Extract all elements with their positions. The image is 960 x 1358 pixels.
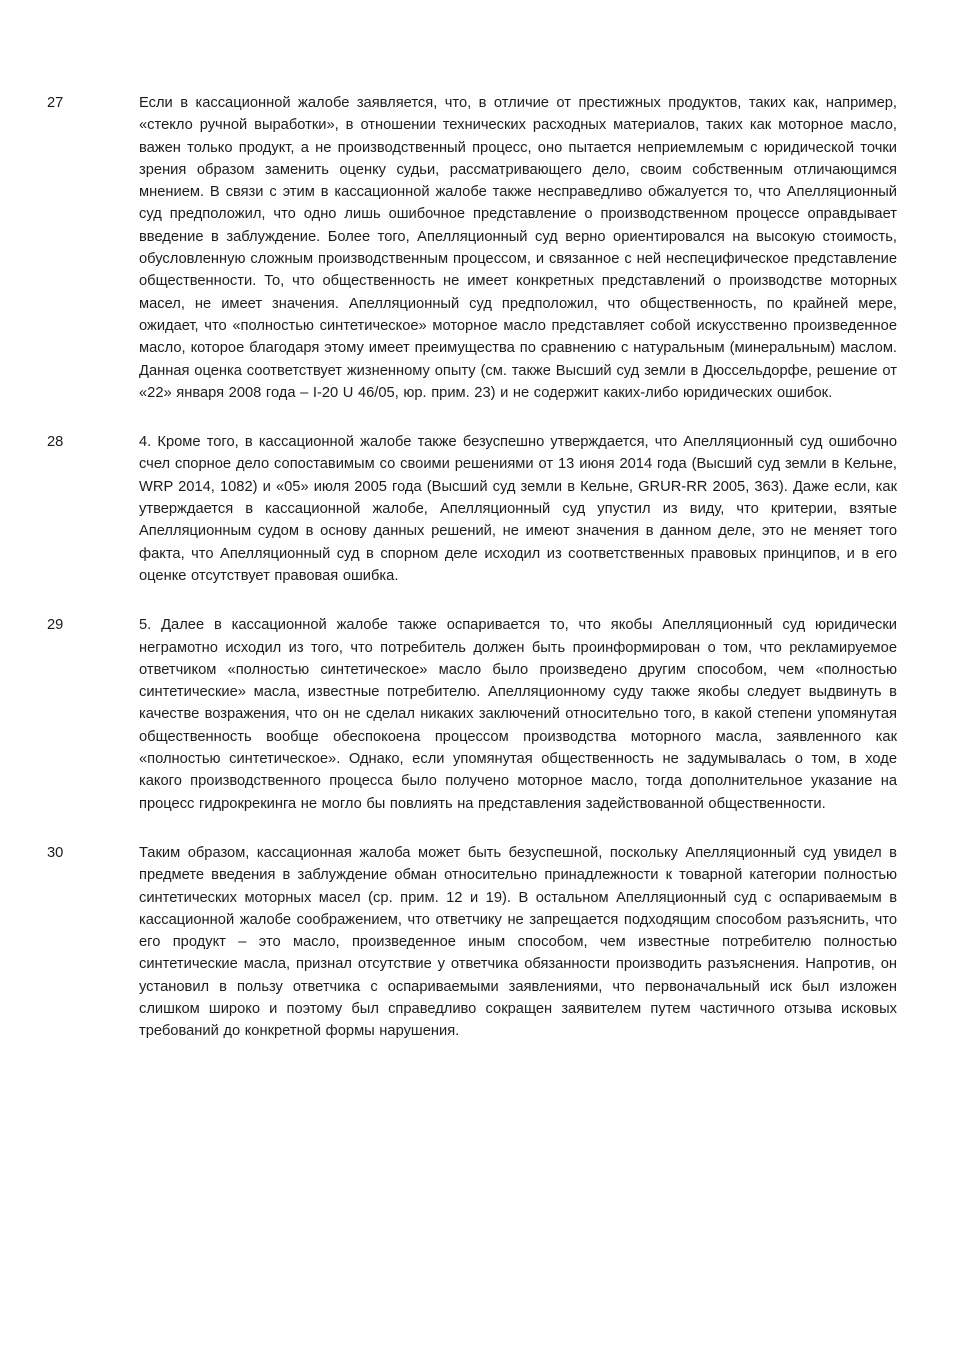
paragraph-number: 27 — [47, 95, 64, 111]
paragraph-block-30 — [47, 842, 897, 1043]
paragraph-number: 29 — [47, 617, 64, 634]
paragraph-block-28 — [47, 431, 897, 587]
paragraph-text: 4. Кроме того, в кассационной жалобе также безуспешно утверждается, что Апелляционный суд ошибочно счел спорное дело сопоставимым со своими решениями от 13 июня 2014 года (Высший суд земли в Кельне, WRP 2014, 1082) и «05» июля 2005 года (Высший суд земли в Кельне, GRUR-RR 2005, 363). Даже если, как утверждается в кассационной жалобе, Апелляционный суд упустил из виду, что критерии, взятые Апелляционным судом в основу данных решений, не имеют значения в данном деле, это не меняет того факта, что Апелляционный суд в спорном деле исходил из соответственных правовых принципов, и в его оценке отсутствует правовая ошибка. — [139, 434, 897, 584]
paragraph-number: 30 — [47, 844, 64, 861]
paragraph-text: Таким образом, кассационная жалоба может быть безуспешной, поскольку Апелляционный суд увидел в предмете введения в заблуждение обман относительно принадлежности к товарной категории полностью синтетических моторных масел (ср. прим. 12 и 19). В остальном Апелляционный суд с оспариваемым в кассационной жалобе соображением, что ответчику не запрещается подходящим способом разъяснить, что его продукт – это масло, произведенное иным способом, чем известные потребителю полностью синтетические масла, признал отсутствие у ответчика обязанности производить разъяснения. Напротив, он установил в пользу ответчика с оспариваемыми заявлениями, что первоначальный иск был изложен слишком широко и поэтому был справедливо сокращен заявителем путем частичного отзыва исковых требований до конкретной формы нарушения. — [139, 844, 897, 1040]
paragraph-number: 28 — [47, 434, 64, 451]
paragraph-block-27 — [47, 92, 897, 404]
paragraph-block-29 — [47, 614, 897, 815]
paragraph-text: Если в кассационной жалобе заявляется, что, в отличие от престижных продуктов, таких как, например, «стекло ручной выработки», в отношении технических расходных материалов, таких как моторное масло, важен только продукт, а не производственный процесс, оно пытается неприемлемым с юридической точки зрения образом заменить оценку судьи, рассматривающего дело, своим собственным отличающимся мнением. В связи с этим в кассационной жалобе также несправедливо обжалуется то, что Апелляционный суд предположил, что одно лишь ошибочное представление о производственном процессе оправдывает введение в заблуждение. Более того, Апелляционный суд верно ориентировался на высокую стоимость, обусловленную сложным производственным процессом, и связанное с ней неспецифическое представление общественности. То, что общественность не имеет конкретных представлений о производстве моторных масел, не имеет значения. Апелляционный суд предположил, что общественность, по крайней мере, ожидает, что «полностью синтетическое» моторное масло представляет собой искусственно произведенное масло, которое благодаря этому имеет преимущества по сравнению с натуральным (минеральным) маслом. Данная оценка соответствует жизненному опыту (см. также Высший суд земли в Дюссельдорфе, решение от «22» января 2008 года – I-20 U 46/05, юр. прим. 23) и не содержит каких-либо юридических ошибок. — [139, 95, 897, 401]
paragraph-text: 5. Далее в кассационной жалобе также оспаривается то, что якобы Апелляционный суд юридически неграмотно исходил из того, что потребитель должен быть проинформирован о том, что рекламируемое ответчиком «полностью синтетическое» масло было произведено другим способом, чем «полностью синтетические» масла, известные потребителю. Апелляционному суду также якобы следует выдвинуть в качестве возражения, что он не сделал никаких заключений относительно того, в какой степени упомянутая общественность вообще обеспокоена процессом производства моторного масла, заявленного как «полностью синтетическое». Однако, если упомянутая общественность не задумывалась о том, в ходе какого производственного процесса было получено моторное масло, тогда дополнительное указание на процесс гидрокрекинга не могло бы повлиять на представления задействованной общественности. — [139, 617, 897, 812]
